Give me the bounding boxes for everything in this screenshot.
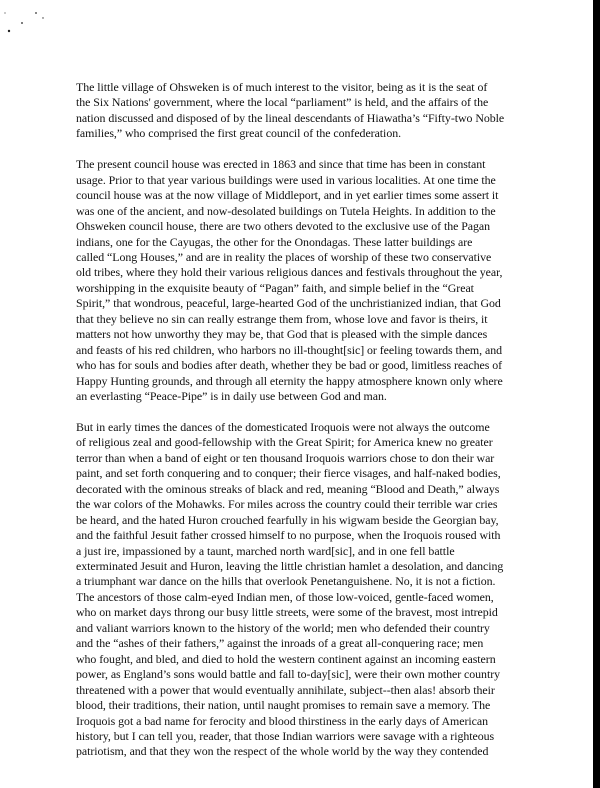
text-line: that they believe no sin can really estrange them from, whose love and favor is theirs, it <box>76 311 488 326</box>
text-line: power, as England’s sons would battle and fall to-day[sic], were their own mother country <box>76 667 501 682</box>
text-line: terror than when a band of eight or ten thousand Iroquois warriors chose to don their war <box>76 450 495 465</box>
text-line: history, but I can tell you, reader, that those Indian warriors were savage with a righteous <box>76 729 495 743</box>
text-line: council house was at the now village of Middleport, and in yet earlier times some assert it <box>76 188 499 203</box>
text-line: Happy Hunting grounds, and through all eternity the happy atmosphere known only where <box>76 373 503 388</box>
text-line: threatened with a power that would eventually annihilate, subject--then alas! absorb their <box>76 682 495 697</box>
text-line: the war colors of the Mohawks. For miles across the country could their terrible war cries <box>76 497 498 512</box>
text-line: matters not how unworthy they may be, that God that is pleased with the simple dances <box>76 327 488 342</box>
text-line: of religious zeal and good-fellowship with the Great Spirit; for America knew no greater <box>76 435 493 450</box>
text-line: usage. Prior to that year various buildings were used in various localities. At one time the <box>76 172 496 187</box>
text-line: Spirit,” that wondrous, peaceful, large-hearted God of the unchristianized indian, that God <box>76 296 501 311</box>
text-line: who has for souls and bodies after death, whether they be bad or good, limitless reaches of <box>76 358 503 373</box>
text-line: patriotism, and that they won the respect of the whole world by the way they contended <box>76 744 489 759</box>
text-line: called “Long Houses,” and are in reality the places of worship of these two conservative <box>76 249 492 264</box>
scan-speck-marks <box>0 0 60 40</box>
text-line: Iroquois got a bad name for ferocity and blood thirstiness in the early days of American <box>76 713 488 728</box>
text-line: a just ire, impassioned by a taunt, marched north ward[sic], and in one fell battle <box>76 543 455 558</box>
paragraph-1 <box>76 80 528 142</box>
text-line: exterminated Jesuit and Huron, leaving the little christian hamlet a desolation, and dancing <box>76 559 504 574</box>
text-line: who fought, and bled, and died to hold the western continent against an incoming eastern <box>76 651 496 666</box>
text-line: who on market days throng our busy little streets, were some of the bravest, most intrepid <box>76 605 498 620</box>
text-line: old tribes, where they hold their various religious dances and festivals throughout the year, <box>76 265 503 280</box>
text-line: was one of the ancient, and now-desolated buildings on Tutela Heights. In addition to the <box>76 203 496 218</box>
text-line: paint, and set forth conquering and to conquer; their fierce visages, and half-naked bodies, <box>76 466 501 481</box>
text-line: nation discussed and disposed of by the lineal descendants of Hiawatha’s “Fifty-two Noble <box>76 110 505 125</box>
paragraph-3 <box>76 420 528 760</box>
text-line: a triumphant war dance on the hills that overlook Penetanguishene. No, it is not a fiction. <box>76 574 496 589</box>
text-line: But in early times the dances of the domesticated Iroquois were not always the outcome <box>76 419 490 434</box>
text-line: The present council house was erected in 1863 and since that time has been in constant <box>76 157 486 172</box>
text-line: and feasts of his red children, who harbors no ill-thought[sic] or feeling towards them, and <box>76 342 502 357</box>
text-line: and valiant warriors known to the history of the world; men who defended their country <box>76 620 490 635</box>
document-body <box>76 80 528 775</box>
text-line: The little village of Ohsweken is of much interest to the visitor, being as it is the seat of <box>76 80 488 94</box>
text-line: the Six Nations' government, where the local “parliament” is held, and the affairs of the <box>76 95 489 110</box>
text-line: and the faithful Jesuit father crossed himself to no purpose, when the Iroquois roused with <box>76 528 501 543</box>
text-line: be heard, and the hated Huron crouched fearfully in his wigwam beside the Georgian bay, <box>76 512 499 527</box>
text-line: an everlasting “Peace-Pipe” is in daily use between God and man. <box>76 389 387 404</box>
text-line: The ancestors of those calm-eyed Indian men, of those low-voiced, gentle-faced women, <box>76 589 494 604</box>
scan-border-edge <box>593 0 600 788</box>
text-line: worshipping in the exquisite beauty of “Pagan” faith, and simple belief in the “Great <box>76 280 474 295</box>
text-line: decorated with the ominous streaks of black and red, meaning “Blood and Death,” always <box>76 481 500 496</box>
text-line: Ohsweken council house, there are two others devoted to the exclusive use of the Pagan <box>76 219 491 234</box>
text-line: indians, one for the Cayugas, the other for the Onondagas. These latter buildings are <box>76 234 473 249</box>
paragraph-2 <box>76 157 528 404</box>
text-line: and the “ashes of their fathers,” against the inroads of a great all-conquering race; men <box>76 636 484 651</box>
text-line: families,” who comprised the first great council of the confederation. <box>76 126 402 141</box>
text-line: blood, their traditions, their nation, until naught promises to remain save a memory. The <box>76 698 491 713</box>
